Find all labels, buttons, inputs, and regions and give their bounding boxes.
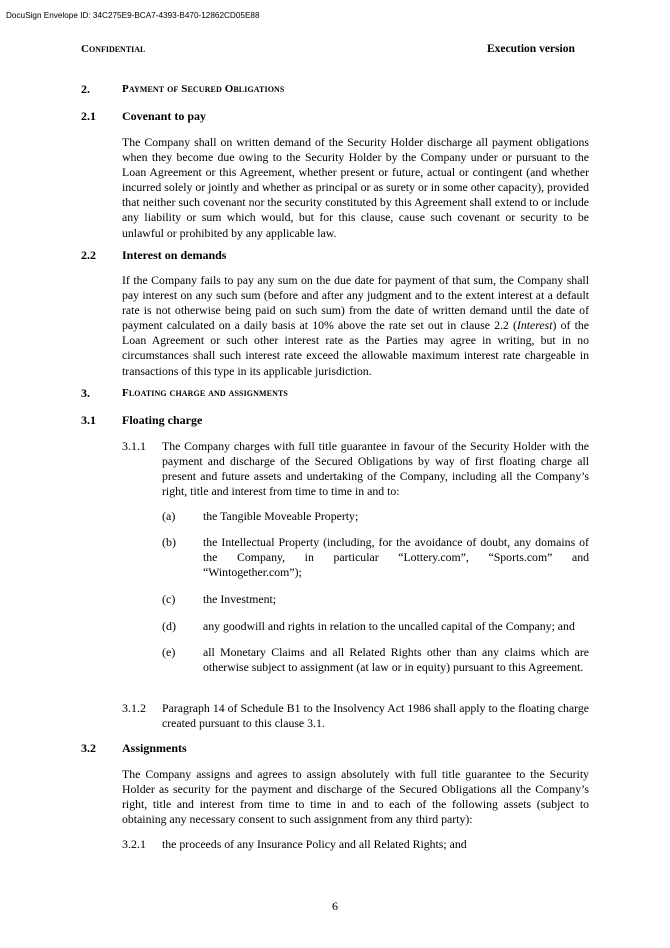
execution-version-label: Execution version <box>487 43 575 55</box>
item-d-label: (d) <box>162 619 176 633</box>
clause-3-2-1-text: the proceeds of any Insurance Policy and all Related Rights; and <box>162 837 467 851</box>
clause-2-2-number: 2.2 <box>81 248 96 262</box>
clause-2-2-text <box>122 273 589 379</box>
clause-3-1-2-number: 3.1.2 <box>122 701 146 715</box>
clause-2-1-text: The Company shall on written demand of the Security Holder discharge all payment obligations when they become due owing to the Security Holder by the Company under or pursuant to the Loan Agreement or this Agreement, whether present or future, actual or contingent (and whether incurred solely or jointly and whether as principal or as surety or in some other capacity), provided that neither such covenant nor the security constituted by this Agreement shall extend to or include any liability or sum which would, but for this clause, cause such covenant or security to be unlawful or prohibited by any applicable law. <box>122 135 589 240</box>
interest-clause-reference: Interest <box>516 318 553 333</box>
item-c-text: the Investment; <box>203 592 277 606</box>
clause-3-1-title: Floating charge <box>122 413 203 427</box>
item-a-label: (a) <box>162 509 176 523</box>
item-c-label: (c) <box>162 592 176 606</box>
page-number: 6 <box>332 899 338 913</box>
docusign-envelope-id: DocuSign Envelope ID: 34C275E9-BCA7-4393-B470-12862CD05E88 <box>6 11 260 20</box>
clause-2-1-number: 2.1 <box>81 109 96 123</box>
clause-2-2-title: Interest on demands <box>122 248 227 262</box>
confidential-label: Confidential <box>81 43 146 55</box>
clause-3-1-number: 3.1 <box>81 413 96 427</box>
clause-3-2-number: 3.2 <box>81 741 96 755</box>
clause-3-1-1-text: The Company charges with full title guarantee in favour of the Security Holder with the payment and discharge of the Secured Obligations by way of first floating charge all present and future assets and undertaking of the Company, including all the Company’s right, title and interest from time to time in and to: <box>162 439 589 499</box>
section-3-number: 3. <box>81 386 90 400</box>
clause-3-2-1-number: 3.2.1 <box>122 837 146 851</box>
clause-3-1-2-text: Paragraph 14 of Schedule B1 to the Insolvency Act 1986 shall apply to the floating charge created pursuant to this clause 3.1. <box>162 701 589 731</box>
section-3-title: Floating charge and assignments <box>122 387 288 399</box>
clause-3-2-text: The Company assigns and agrees to assign absolutely with full title guarantee to the Security Holder as security for the payment and discharge of the Secured Obligations all the Company’s right, title and interest from time to time in and to each of the following assets (subject to obtaining any necessary consent to such assignment from any third party): <box>122 767 589 827</box>
item-e-label: (e) <box>162 645 176 659</box>
section-2-title: Payment of Secured Obligations <box>122 83 285 95</box>
clause-3-2-title: Assignments <box>122 741 187 755</box>
item-d-text: any goodwill and rights in relation to the uncalled capital of the Company; and <box>203 619 575 633</box>
clause-2-1-title: Covenant to pay <box>122 109 207 123</box>
item-b-label: (b) <box>162 535 176 549</box>
item-b-text: the Intellectual Property (including, for the avoidance of doubt, any domains of the Company, in particular “Lottery.com”, “Sports.com” and “Wintogether.com”); <box>203 535 589 580</box>
clause-2-2-text-part1: If the Company fails to pay any sum on the due date for payment of that sum, the Company shall pay interest on any such sum (before and after any judgment and to the extent interest at a default rate is not otherwise being paid on such sum) from the date of written demand until the date of payment calculated on a daily basis at 10% above the rate set out in clause 2.2 ( <box>122 273 589 333</box>
item-e-text: all Monetary Claims and all Related Rights other than any claims which are otherwise subject to assignment (at law or in equity) pursuant to this Agreement. <box>203 645 589 675</box>
item-a-text: the Tangible Moveable Property; <box>203 509 359 523</box>
clause-2-2-text-part2: ) of the Loan Agreement or such other interest rate as the Parties may agree in writing, but in no circumstances shall such interest rate exceed the allowable maximum interest rate chargeable in transactions of this type in its applicable jurisdiction. <box>122 318 589 378</box>
clause-3-1-1-number: 3.1.1 <box>122 439 146 453</box>
section-2-number: 2. <box>81 82 90 96</box>
